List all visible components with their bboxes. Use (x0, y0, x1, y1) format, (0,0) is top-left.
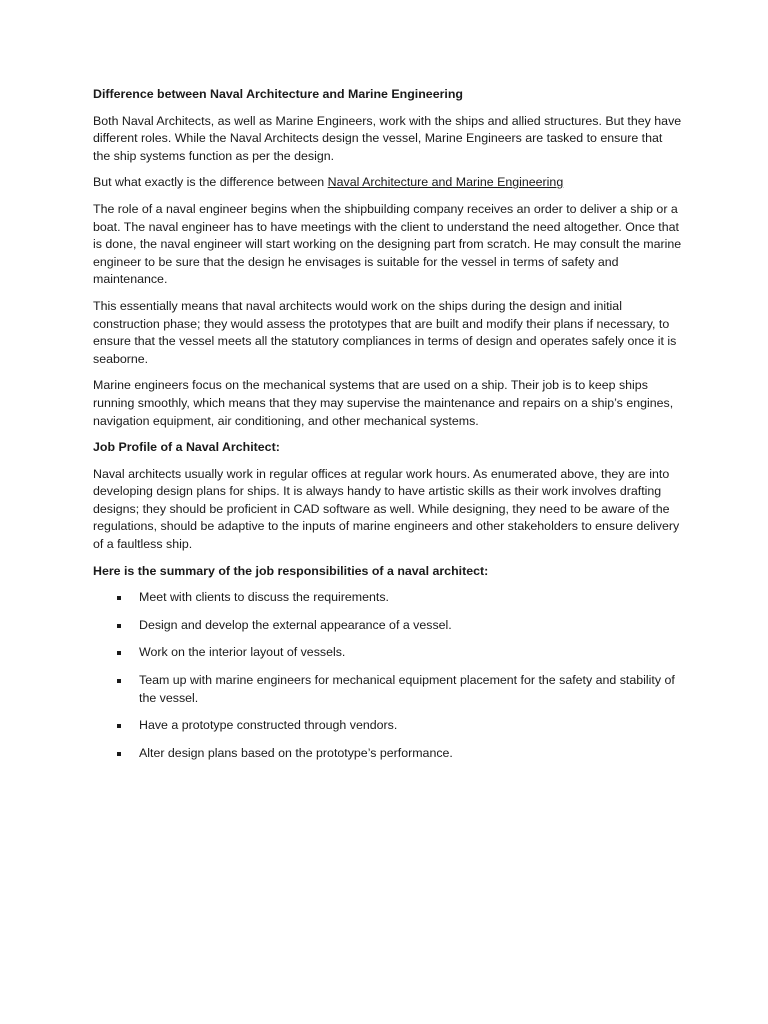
list-item-text: Alter design plans based on the prototype’s performance. (139, 745, 453, 760)
bullet-icon (117, 752, 121, 756)
paragraph-question (93, 174, 683, 192)
list-item-text: Design and develop the external appearance of a vessel. (139, 617, 452, 632)
list-item (93, 589, 683, 607)
paragraph-job-profile: Naval architects usually work in regular offices at regular work hours. As enumerated above, they are into developing design plans for ships. It is always handy to have artistic skills as their work involves drafting designs; they should be proficient in CAD software as well. While designing, they need to be aware of the regulations, should be adaptive to the inputs of marine engineers and other stakeholders to ensure delivery of a faultless ship. (93, 466, 680, 552)
paragraph-intro: Both Naval Architects, as well as Marine Engineers, work with the ships and allied structures. But they have different roles. While the Naval Architects design the vessel, Marine Engineers are tasked to ensure that the ship systems function as per the design. (93, 113, 682, 163)
paragraph-question-text: But what exactly is the difference between (93, 175, 328, 190)
list-item (93, 745, 683, 763)
list-item-text: Meet with clients to discuss the requirements. (139, 590, 389, 605)
bullet-icon (117, 624, 121, 628)
list-item (93, 717, 683, 735)
responsibilities-list (93, 589, 683, 762)
paragraph-role: The role of a naval engineer begins when the shipbuilding company receives an order to deliver a ship or a boat. The naval engineer has to have meetings with the client to understand the need altogether. Once that is done, the naval engineer will start working on the designing part from scratch. He may consult the marine engineer to be sure that the design he envisages is suitable for the vessel in terms of safety and maintenance. (93, 201, 682, 287)
list-item (93, 672, 683, 707)
bullet-icon (117, 679, 121, 683)
bullet-icon (117, 596, 121, 600)
list-item-text: Work on the interior layout of vessels. (139, 645, 346, 660)
list-item-text: Have a prototype constructed through vendors. (139, 718, 398, 733)
summary-heading: Here is the summary of the job responsibilities of a naval architect: (93, 563, 489, 578)
bullet-icon (117, 651, 121, 655)
document-page (93, 86, 683, 772)
list-item (93, 617, 683, 635)
job-profile-heading: Job Profile of a Naval Architect: (93, 440, 280, 455)
paragraph-design-phase: This essentially means that naval architects would work on the ships during the design and initial construction phase; they would assess the prototypes that are built and modify their plans if necessary, to ensure that the vessel meets all the statutory compliances in terms of design and operates safely once it is seaborne. (93, 298, 677, 366)
list-item (93, 644, 683, 662)
list-item-text: Team up with marine engineers for mechanical equipment placement for the safety and stability of the vessel. (139, 673, 675, 705)
paragraph-marine-engineers: Marine engineers focus on the mechanical systems that are used on a ship. Their job is to keep ships running smoothly, which means that they may supervise the maintenance and repairs on a ship’s engines, navigation equipment, air conditioning, and other mechanical systems. (93, 378, 674, 428)
document-title: Difference between Naval Architecture and Marine Engineering (93, 87, 463, 101)
bullet-icon (117, 724, 121, 728)
naval-architecture-link[interactable]: Naval Architecture and Marine Engineering (327, 175, 564, 190)
